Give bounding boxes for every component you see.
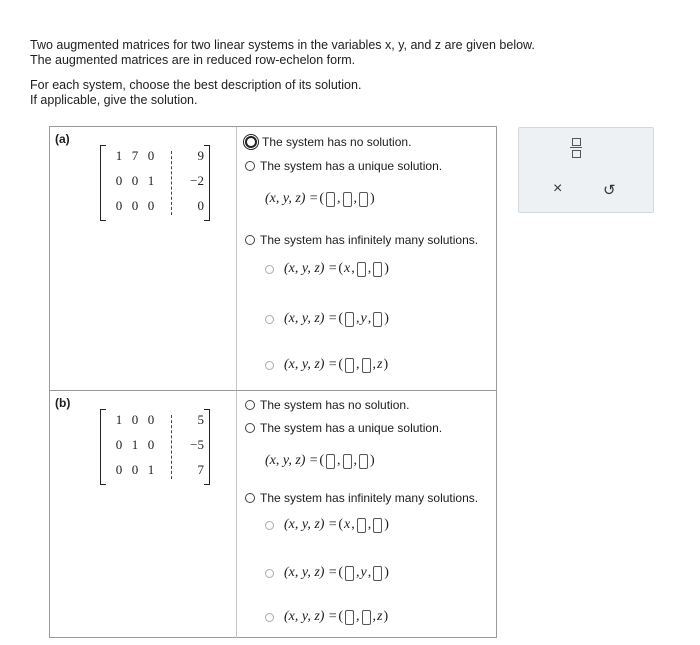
matrix-entry: 0 [197,198,204,213]
option-label: The system has a unique solution. [260,421,443,435]
matrix-entry: 0 [147,412,155,427]
matrix-row [100,462,210,482]
paren: ( [338,357,344,372]
option-label: The system has no solution. [262,135,412,149]
radio-icon[interactable] [265,361,274,370]
numerator-box [572,138,581,146]
comma: , [351,261,355,276]
option-unique-solution-a[interactable] [245,159,442,173]
paren: ) [384,565,389,580]
formula [284,609,389,625]
paren: ( [338,609,344,624]
var-x: x [344,261,351,276]
matrix-entry: 0 [147,437,155,452]
option-unique-solution-b[interactable] [245,421,442,435]
infinite-option-free-x-a[interactable] [265,261,390,277]
answer-box-x[interactable] [326,192,335,207]
comma: , [337,191,341,206]
matrix-entry: 0 [147,148,155,163]
part-a-row [50,127,496,391]
paren: ( [319,453,325,468]
answer-box-z[interactable] [359,454,368,469]
formula [284,311,390,327]
paren: ) [383,609,389,624]
var-x: x [344,517,351,532]
var-z: z [377,357,383,372]
answer-box-y[interactable] [362,358,371,373]
radio-icon[interactable] [245,493,255,503]
instruction-line-1: Two augmented matrices for two linear systems in the variables x, y, and z are given below. [30,38,535,52]
matrix-entry: 1 [147,462,155,477]
part-b-options [237,391,496,638]
paren: ( [338,517,344,532]
instruction-line-3: For each system, choose the best description of its solution. [30,78,362,92]
option-label: The system has infinitely many solutions. [260,233,479,247]
option-label: The system has infinitely many solutions. [260,491,479,505]
infinite-option-free-y-b[interactable] [265,565,390,581]
matrix-entry: 1 [115,148,123,163]
radio-icon[interactable] [245,136,257,148]
formula-lhs: (x, y, z) = [265,191,319,206]
radio-icon[interactable] [245,235,255,245]
answer-box-y[interactable] [357,518,366,533]
infinite-option-free-z-a[interactable] [265,357,389,373]
paren: ( [338,311,344,326]
comma: , [356,609,360,624]
instruction-line-4: If applicable, give the solution. [30,93,198,107]
paren: ( [319,191,325,206]
answer-box-z[interactable] [373,566,382,581]
comma: , [337,453,341,468]
math-toolbar [518,127,654,213]
part-b-matrix-cell [50,391,237,638]
matrix-entry: 0 [115,462,123,477]
matrix-entry: 1 [147,173,155,188]
matrix-entry: 0 [115,173,123,188]
formula-lhs: (x, y, z) = [284,357,338,372]
paren: ) [384,311,389,326]
clear-icon[interactable]: × [553,180,563,197]
matrix-row [100,437,210,457]
option-infinite-solutions-b[interactable] [245,491,478,505]
matrix-entry: −2 [190,173,204,188]
matrix-entry: 7 [197,462,204,477]
comma: , [367,565,372,580]
option-no-solution-a[interactable] [245,135,411,149]
comma: , [353,453,358,468]
formula-lhs: (x, y, z) = [284,311,338,326]
radio-icon[interactable] [245,423,255,433]
problem-grid [49,126,497,638]
radio-icon[interactable] [245,400,255,410]
part-a-label: (a) [55,132,70,146]
matrix-entry: 0 [147,198,155,213]
infinite-option-free-x-b[interactable] [265,517,390,533]
matrix-row [100,412,210,432]
option-label: The system has no solution. [260,398,410,412]
matrix-entry: 0 [131,173,139,188]
formula [284,261,390,277]
answer-box-z[interactable] [373,518,382,533]
answer-box-y[interactable] [343,192,352,207]
part-b-label: (b) [55,396,71,410]
infinite-option-free-z-b[interactable] [265,609,389,625]
matrix-row [100,173,210,193]
paren: ( [338,261,344,276]
paren: ) [370,453,375,468]
radio-icon[interactable] [265,315,274,324]
paren: ( [338,565,344,580]
radio-icon[interactable] [265,613,274,622]
comma: , [367,311,372,326]
paren: ) [384,517,389,532]
part-a-options [237,127,496,390]
instruction-line-2: The augmented matrices are in reduced row-echelon form. [30,53,356,67]
formula-lhs: (x, y, z) = [284,609,338,624]
part-b-row [50,391,496,638]
comma: , [353,191,358,206]
answer-box-z[interactable] [373,312,382,327]
answer-box-z[interactable] [373,262,382,277]
denominator-box [572,150,581,158]
formula-lhs: (x, y, z) = [284,261,338,276]
formula-lhs: (x, y, z) = [284,565,338,580]
comma: , [372,357,377,372]
infinite-option-free-y-a[interactable] [265,311,390,327]
unique-solution-formula-a [265,191,376,207]
var-y: y [360,311,367,326]
paren: ) [384,261,389,276]
comma: , [351,517,355,532]
comma: , [367,517,372,532]
radio-icon[interactable] [265,569,274,578]
instructions [30,38,535,108]
formula-lhs: (x, y, z) = [265,453,319,468]
var-y: y [360,565,367,580]
matrix-entry: 0 [131,412,139,427]
comma: , [356,565,360,580]
answer-box-x[interactable] [345,566,354,581]
augmented-matrix-a [100,145,210,221]
matrix-row [100,198,210,218]
var-z: z [377,609,383,624]
answer-box-y[interactable] [343,454,352,469]
fraction-bar [570,147,582,148]
matrix-entry: 1 [131,437,139,452]
radio-icon[interactable] [245,161,255,171]
comma: , [372,609,377,624]
comma: , [356,311,360,326]
option-infinite-solutions-a[interactable] [245,233,478,247]
undo-icon[interactable]: ↺ [603,182,616,199]
augmented-matrix-b [100,409,210,485]
matrix-entry: 0 [115,198,123,213]
answer-box-y[interactable] [357,262,366,277]
matrix-entry: 0 [131,462,139,477]
matrix-entry: 0 [131,198,139,213]
matrix-row [100,148,210,168]
answer-box-z[interactable] [359,192,368,207]
formula [284,565,390,581]
part-a-matrix-cell [50,127,237,390]
paren: ) [383,357,389,372]
formula [284,517,390,533]
matrix-entry: −5 [190,437,204,452]
matrix-entry: 5 [197,412,204,427]
formula [284,357,389,373]
radio-icon[interactable] [265,265,274,274]
option-label: The system has a unique solution. [260,159,443,173]
matrix-entry: 9 [197,148,204,163]
option-no-solution-b[interactable] [245,398,409,412]
answer-box-x[interactable] [326,454,335,469]
answer-box-x[interactable] [345,358,354,373]
comma: , [356,357,360,372]
answer-box-y[interactable] [362,610,371,625]
unique-solution-formula-b [265,453,376,469]
matrix-entry: 0 [115,437,123,452]
answer-box-x[interactable] [345,312,354,327]
matrix-entry: 1 [115,412,123,427]
radio-icon[interactable] [265,521,274,530]
comma: , [367,261,372,276]
answer-box-x[interactable] [345,610,354,625]
matrix-entry: 7 [131,148,139,163]
formula-lhs: (x, y, z) = [284,517,338,532]
paren: ) [370,191,375,206]
fraction-icon[interactable] [569,136,583,160]
